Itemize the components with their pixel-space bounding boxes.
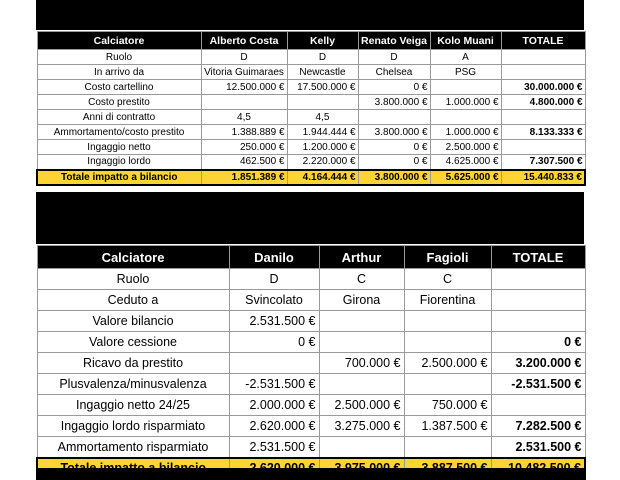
row-label-cell: Anni di contratto (37, 110, 201, 125)
row-label-cell: Ruolo (37, 269, 229, 290)
header-cell: TOTALE (501, 32, 585, 50)
redaction-bar-top (36, 0, 584, 30)
header-cell: Calciatore (37, 246, 229, 269)
table-row (37, 353, 585, 374)
value-cell: 2.000.000 € (229, 395, 319, 416)
row-label-cell: Ingaggio netto 24/25 (37, 395, 229, 416)
header-cell: TOTALE (491, 246, 585, 269)
value-cell: 1.200.000 € (287, 140, 358, 155)
departures-table (36, 245, 586, 480)
row-label-cell: Ingaggio netto (37, 140, 201, 155)
table-row (37, 65, 585, 80)
value-cell (319, 332, 404, 353)
value-cell: A (430, 50, 501, 65)
table-row (37, 269, 585, 290)
value-cell: Girona (319, 290, 404, 311)
value-cell: PSG (430, 65, 501, 80)
total-cell: 3.200.000 € (491, 353, 585, 374)
value-cell: D (229, 269, 319, 290)
value-cell: 3.800.000 € (358, 95, 430, 110)
row-label-cell: Valore bilancio (37, 311, 229, 332)
value-cell: 2.620.000 € (229, 416, 319, 437)
header-row (37, 32, 585, 50)
value-cell (358, 110, 430, 125)
value-cell: 750.000 € (404, 395, 491, 416)
table-row (37, 155, 585, 170)
row-label-cell: Ruolo (37, 50, 201, 65)
total-cell: 7.307.500 € (501, 155, 585, 170)
value-cell: 0 € (358, 155, 430, 170)
value-cell: 3.800.000 € (358, 125, 430, 140)
value-cell: D (358, 50, 430, 65)
total-cell (491, 311, 585, 332)
value-cell: -2.531.500 € (229, 374, 319, 395)
row-label-cell: Totale impatto a bilancio (37, 170, 201, 185)
table-row (37, 140, 585, 155)
total-cell (501, 50, 585, 65)
table-row (37, 311, 585, 332)
value-cell (404, 374, 491, 395)
row-label-cell: Ceduto a (37, 290, 229, 311)
value-cell: 2.531.500 € (229, 437, 319, 458)
row-label-cell: Ricavo da prestito (37, 353, 229, 374)
value-cell (319, 374, 404, 395)
arrivals-table (36, 31, 586, 186)
table-row (37, 332, 585, 353)
value-cell: 0 € (358, 140, 430, 155)
header-cell: Renato Veiga (358, 32, 430, 50)
header-cell: Kolo Muani (430, 32, 501, 50)
value-cell: 4.164.444 € (287, 170, 358, 185)
total-cell: 2.531.500 € (491, 437, 585, 458)
header-row (37, 246, 585, 269)
total-cell: 8.133.333 € (501, 125, 585, 140)
row-label-cell: Ammortamento risparmiato (37, 437, 229, 458)
value-cell (430, 80, 501, 95)
value-cell: 2.220.000 € (287, 155, 358, 170)
value-cell: 1.387.500 € (404, 416, 491, 437)
value-cell: 12.500.000 € (201, 80, 287, 95)
value-cell: C (404, 269, 491, 290)
value-cell (319, 437, 404, 458)
total-cell: -2.531.500 € (491, 374, 585, 395)
value-cell: Fiorentina (404, 290, 491, 311)
header-cell: Arthur (319, 246, 404, 269)
header-cell: Kelly (287, 32, 358, 50)
value-cell: 17.500.000 € (287, 80, 358, 95)
total-cell (491, 269, 585, 290)
value-cell: 4,5 (201, 110, 287, 125)
total-cell: 4.800.000 € (501, 95, 585, 110)
row-label-cell: Costo prestito (37, 95, 201, 110)
table-row (37, 437, 585, 458)
table-row (37, 374, 585, 395)
value-cell (229, 353, 319, 374)
table-row (37, 110, 585, 125)
total-cell: 7.282.500 € (491, 416, 585, 437)
row-label-cell: Ingaggio lordo risparmiato (37, 416, 229, 437)
header-cell: Fagioli (404, 246, 491, 269)
value-cell: 2.531.500 € (229, 311, 319, 332)
header-cell: Danilo (229, 246, 319, 269)
value-cell: 4.625.000 € (430, 155, 501, 170)
total-cell: 0 € (491, 332, 585, 353)
value-cell: 462.500 € (201, 155, 287, 170)
value-cell (404, 437, 491, 458)
value-cell: C (319, 269, 404, 290)
total-cell (501, 140, 585, 155)
value-cell: 0 € (358, 80, 430, 95)
value-cell: 2.500.000 € (430, 140, 501, 155)
table-row (37, 125, 585, 140)
value-cell (201, 95, 287, 110)
row-label-cell: Valore cessione (37, 332, 229, 353)
value-cell: 1.944.444 € (287, 125, 358, 140)
table-row (37, 80, 585, 95)
value-cell: D (201, 50, 287, 65)
table-row (37, 416, 585, 437)
table-row (37, 395, 585, 416)
row-label-cell: Ammortamento/costo prestito (37, 125, 201, 140)
value-cell: 3.800.000 € (358, 170, 430, 185)
value-cell: 250.000 € (201, 140, 287, 155)
total-cell: 15.440.833 € (501, 170, 585, 185)
total-cell (501, 110, 585, 125)
table-row (37, 290, 585, 311)
value-cell: Chelsea (358, 65, 430, 80)
value-cell: 5.625.000 € (430, 170, 501, 185)
table-row (37, 95, 585, 110)
row-label-cell: In arrivo da (37, 65, 201, 80)
total-cell (501, 65, 585, 80)
value-cell: 1.000.000 € (430, 95, 501, 110)
total-cell (491, 290, 585, 311)
value-cell (287, 95, 358, 110)
row-label-cell: Costo cartellino (37, 80, 201, 95)
header-cell: Calciatore (37, 32, 201, 50)
value-cell (404, 311, 491, 332)
value-cell: 3.275.000 € (319, 416, 404, 437)
row-label-cell: Plusvalenza/minusvalenza (37, 374, 229, 395)
value-cell: 1.851.389 € (201, 170, 287, 185)
value-cell: Newcastle (287, 65, 358, 80)
value-cell: 4,5 (287, 110, 358, 125)
row-label-cell: Ingaggio lordo (37, 155, 201, 170)
value-cell: 0 € (229, 332, 319, 353)
total-cell (491, 395, 585, 416)
value-cell: 1.388.889 € (201, 125, 287, 140)
redaction-bar-bottom (36, 468, 584, 480)
value-cell: 2.500.000 € (319, 395, 404, 416)
total-row (37, 170, 585, 185)
value-cell (319, 311, 404, 332)
value-cell: D (287, 50, 358, 65)
value-cell (404, 332, 491, 353)
table-row (37, 50, 585, 65)
value-cell: 1.000.000 € (430, 125, 501, 140)
value-cell (430, 110, 501, 125)
value-cell: 700.000 € (319, 353, 404, 374)
value-cell: Svincolato (229, 290, 319, 311)
value-cell: Vitoria Guimaraes (201, 65, 287, 80)
total-cell: 30.000.000 € (501, 80, 585, 95)
redaction-bar-middle (36, 192, 584, 244)
value-cell: 2.500.000 € (404, 353, 491, 374)
header-cell: Alberto Costa (201, 32, 287, 50)
